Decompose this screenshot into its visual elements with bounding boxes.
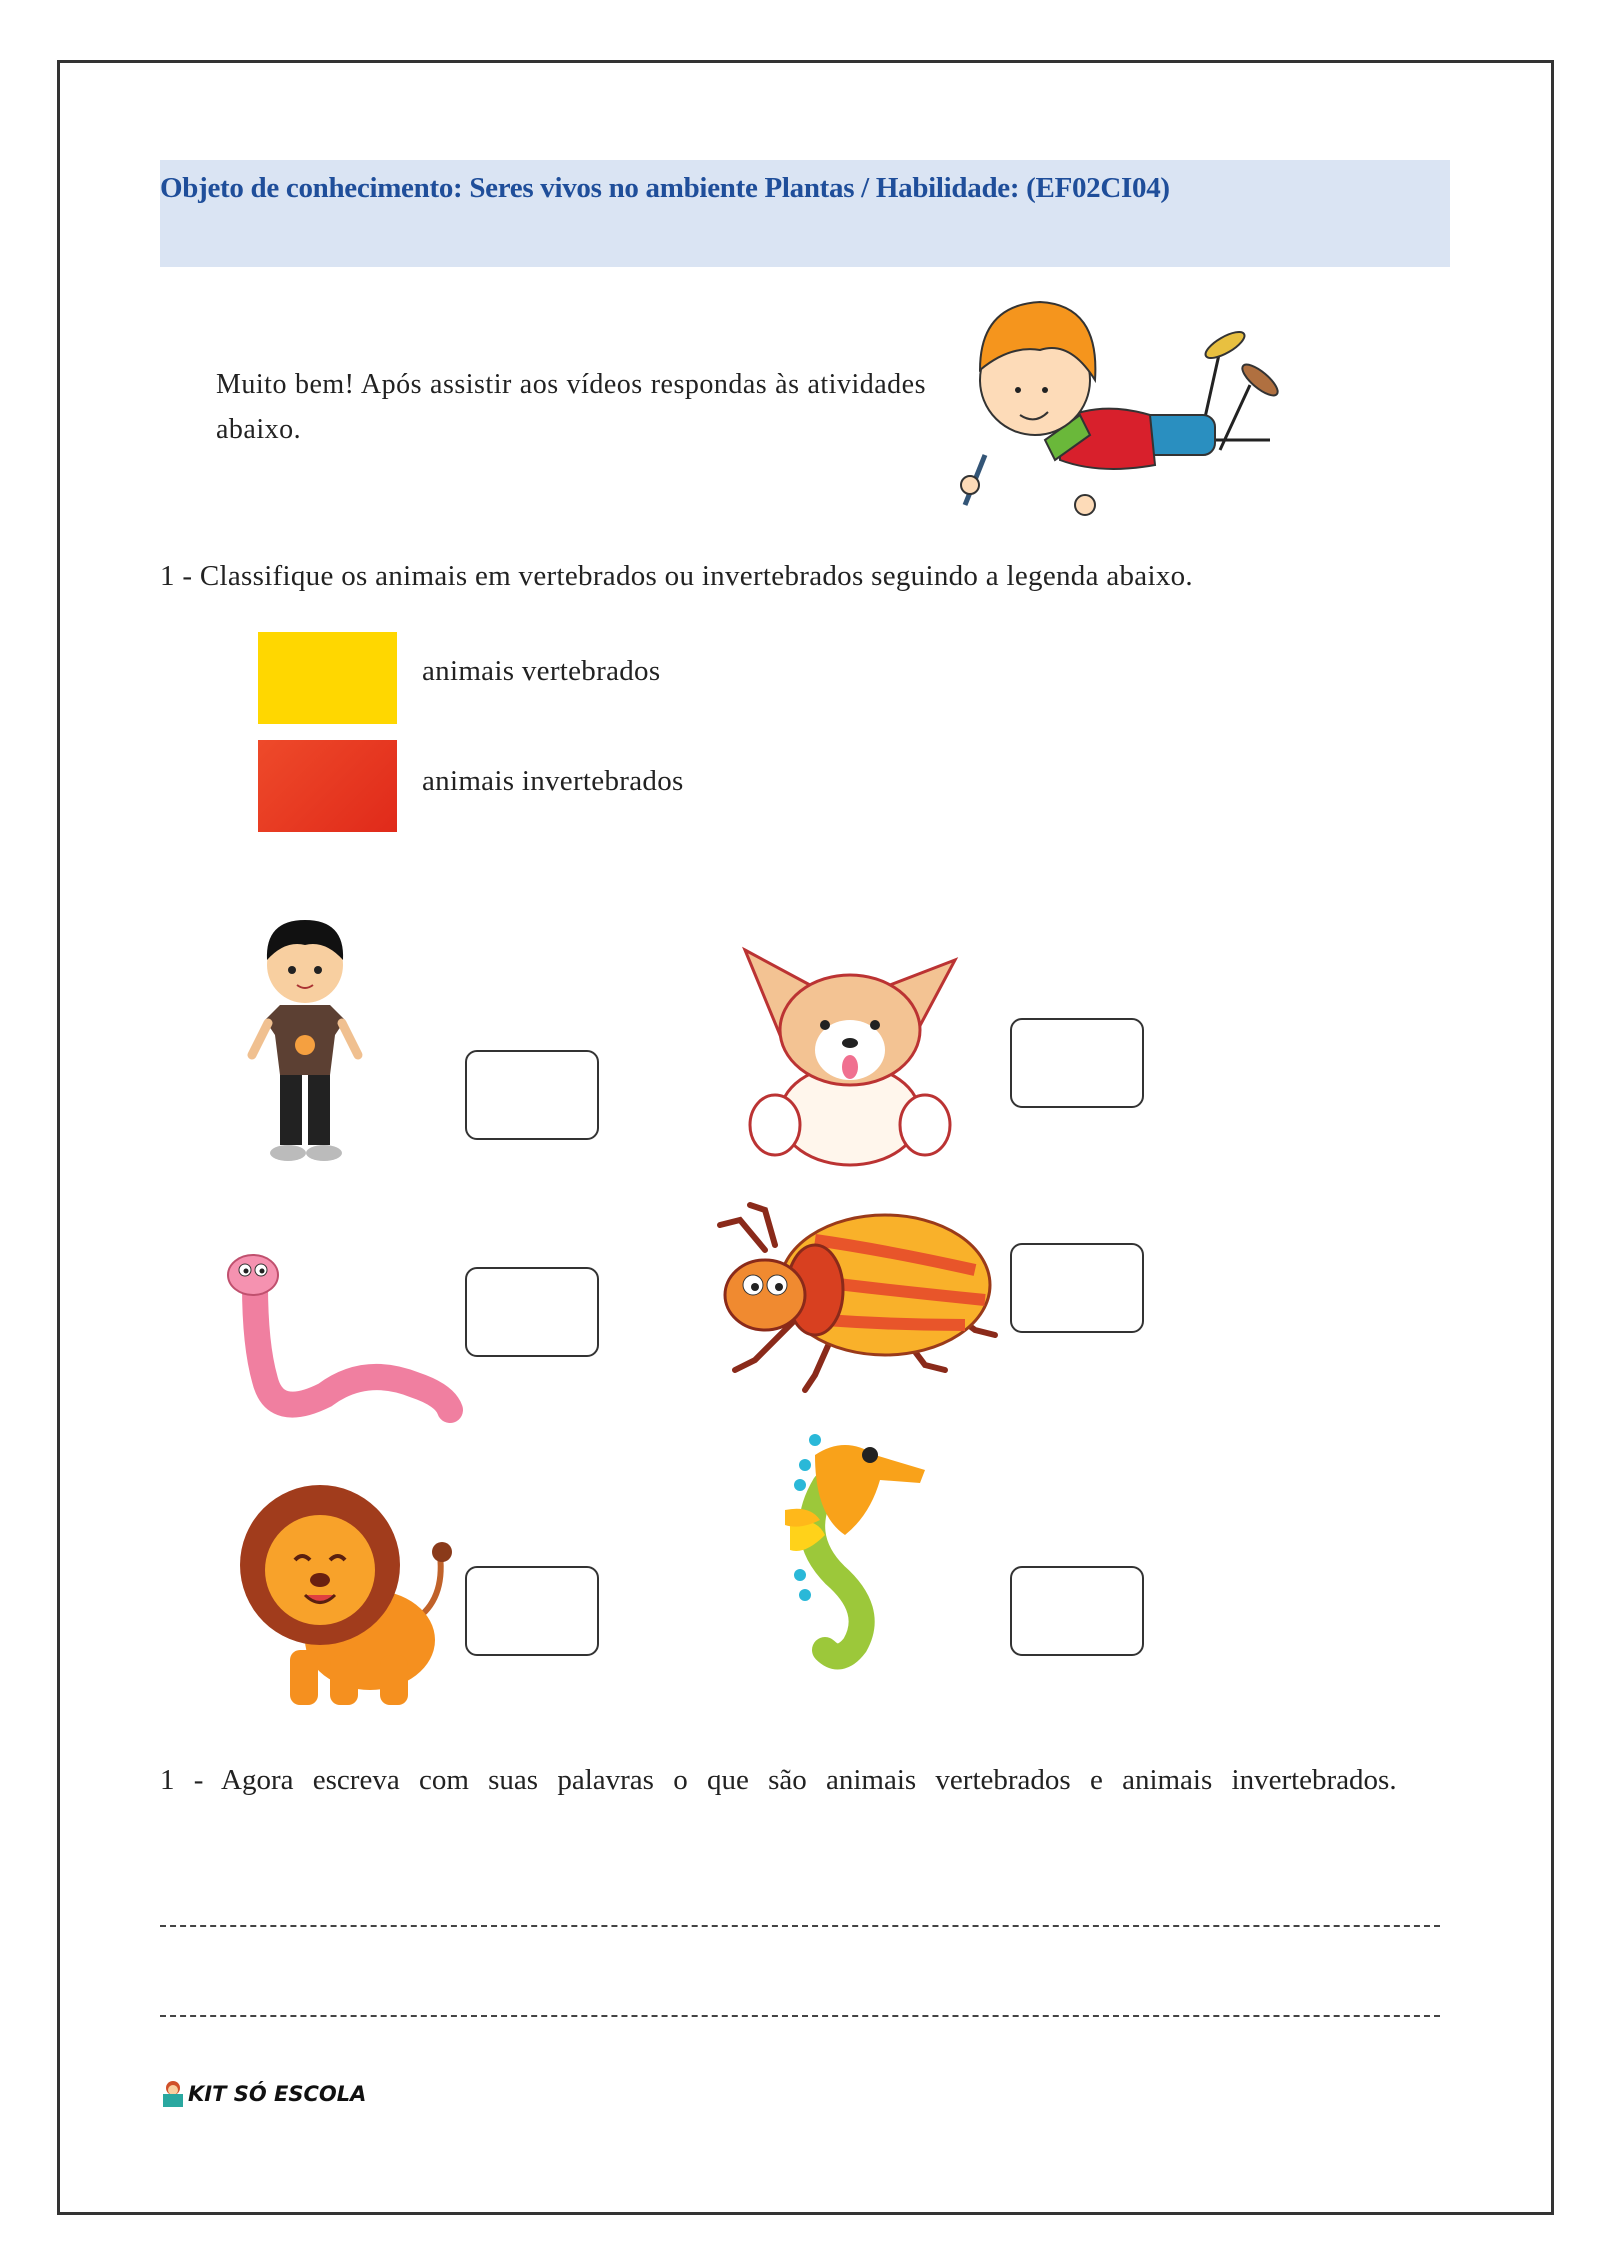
answer-line-2[interactable] bbox=[160, 2015, 1440, 2017]
seahorse-illustration bbox=[785, 1425, 930, 1675]
legend-label-vertebrates: animais vertebrados bbox=[422, 655, 661, 687]
page-title: Objeto de conhecimento: Seres vivos no ambiente Plantas / Habilidade: (EF02CI04) bbox=[160, 172, 1170, 204]
legend-swatch-invertebrates bbox=[258, 740, 397, 832]
answer-box-boy[interactable] bbox=[465, 1050, 599, 1140]
answer-box-lion[interactable] bbox=[465, 1566, 599, 1656]
boy-lying-drawing-illustration bbox=[950, 290, 1340, 525]
legend-swatch-vertebrates bbox=[258, 632, 397, 724]
logo-text: KIT SÓ ESCOLA bbox=[188, 2082, 367, 2106]
intro-text: Muito bem! Após assistir aos vídeos respondas às atividades abaixo. bbox=[216, 369, 926, 445]
worm-illustration bbox=[215, 1245, 465, 1425]
answer-line-1[interactable] bbox=[160, 1925, 1440, 1927]
answer-box-worm[interactable] bbox=[465, 1267, 599, 1357]
question-2-text: 1 - Agora escreva com suas palavras o que são animais vertebrados e animais invertebrados. bbox=[160, 1764, 1397, 1796]
dog-illustration bbox=[740, 945, 960, 1170]
lion-illustration bbox=[230, 1480, 465, 1715]
answer-box-beetle[interactable] bbox=[1010, 1243, 1144, 1333]
answer-box-seahorse[interactable] bbox=[1010, 1566, 1144, 1656]
question-1-text: 1 - Classifique os animais em vertebrados ou invertebrados seguindo a legenda abaixo. bbox=[160, 560, 1193, 592]
footer-logo bbox=[162, 2080, 366, 2108]
answer-box-dog[interactable] bbox=[1010, 1018, 1144, 1108]
reading-girl-icon bbox=[162, 2080, 184, 2108]
legend-label-invertebrates: animais invertebrados bbox=[422, 765, 684, 797]
header-banner bbox=[160, 160, 1450, 267]
boy-illustration bbox=[240, 905, 370, 1170]
beetle-illustration bbox=[695, 1200, 1000, 1395]
